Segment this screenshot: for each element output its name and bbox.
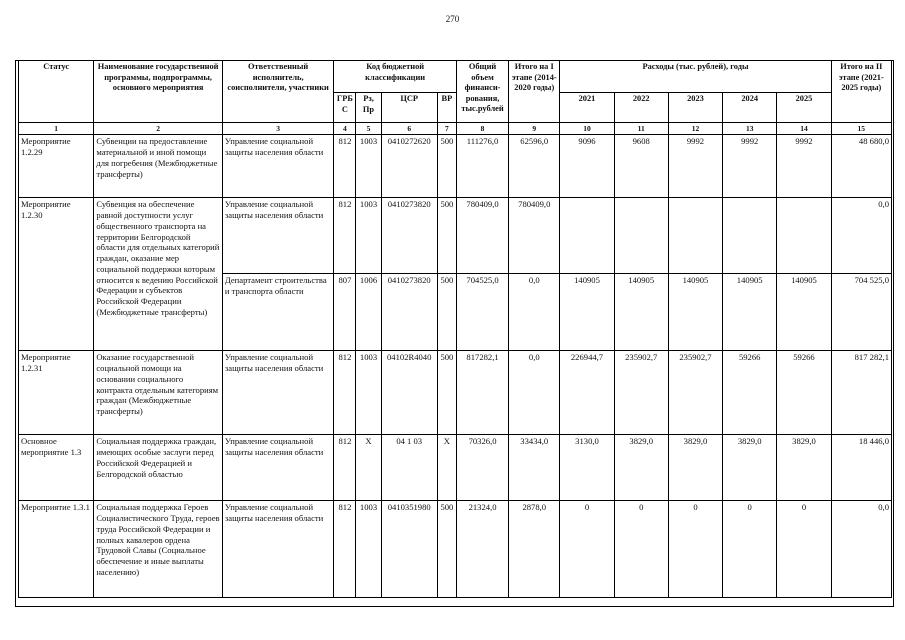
row-responsible: Управление социальной защиты населения области: [222, 501, 333, 598]
col-number: 14: [777, 123, 831, 135]
row-grbs: 812: [334, 351, 356, 435]
header-2022: 2022: [614, 93, 668, 123]
col-number: 1: [19, 123, 94, 135]
table-row: [19, 435, 892, 501]
col-number: 3: [222, 123, 333, 135]
col-number: 15: [831, 123, 891, 135]
row-status: Мероприятие 1.3.1: [19, 501, 94, 598]
header-status: Статус: [19, 61, 94, 123]
row-2022: 9608: [614, 135, 668, 198]
col-number: 9: [509, 123, 560, 135]
row-total: 704525,0: [456, 274, 508, 351]
row-rzpr: X: [356, 435, 381, 501]
header-2023: 2023: [668, 93, 722, 123]
header-grbs: ГРБ С: [334, 93, 356, 123]
row-name: Социальная поддержка граждан, имеющих особые заслуги перед Российской Федерацией и Белгородской областью: [94, 435, 223, 501]
row-rzpr: 1003: [356, 135, 381, 198]
row-stage1: 0,0: [509, 274, 560, 351]
page-number: 270: [445, 14, 460, 24]
row-2023: 0: [668, 501, 722, 598]
row-vr: 500: [437, 501, 456, 598]
row-stage1: 780409,0: [509, 198, 560, 274]
row-2021: 140905: [560, 274, 614, 351]
row-2023: 140905: [668, 274, 722, 351]
header-stage1: Итого на I этапе (2014-2020 годы): [509, 61, 560, 123]
row-name: Субвенции на предоставление материальной и иной помощи для погребения (Межбюджетные трансферты): [94, 135, 223, 198]
row-2021: 0: [560, 501, 614, 598]
row-2024: 3829,0: [723, 435, 777, 501]
row-status: Мероприятие 1.2.29: [19, 135, 94, 198]
row-2025: 140905: [777, 274, 831, 351]
col-number: 8: [456, 123, 508, 135]
row-stage2: 18 446,0: [831, 435, 891, 501]
row-vr: 500: [437, 135, 456, 198]
row-responsible: Управление социальной защиты населения области: [222, 435, 333, 501]
header-2021: 2021: [560, 93, 614, 123]
row-grbs: 812: [334, 135, 356, 198]
row-2024: 140905: [723, 274, 777, 351]
col-number: 4: [334, 123, 356, 135]
col-number: 10: [560, 123, 614, 135]
row-2024: 0: [723, 501, 777, 598]
row-2025: 59266: [777, 351, 831, 435]
col-number: 2: [94, 123, 223, 135]
row-total: 21324,0: [456, 501, 508, 598]
row-responsible: Управление социальной защиты населения области: [222, 351, 333, 435]
row-2022: 3829,0: [614, 435, 668, 501]
row-grbs: 807: [334, 274, 356, 351]
row-responsible: Управление социальной защиты населения области: [222, 135, 333, 198]
row-2021: 9096: [560, 135, 614, 198]
header-csr: ЦСР: [381, 93, 437, 123]
row-name: Оказание государственной социальной помощи на основании социального контракта отдельным категориям граждан (Межбюджетные трансферты): [94, 351, 223, 435]
row-vr: 500: [437, 198, 456, 274]
row-stage1: 2878,0: [509, 501, 560, 598]
row-responsible: Управление социальной защиты населения области: [222, 198, 333, 274]
row-2022: [614, 198, 668, 274]
header-name: Наименование государственной программы, подпрограммы, основного мероприятия: [94, 61, 223, 123]
row-csr: 0410273820: [381, 198, 437, 274]
row-responsible: Департамент строительства и транспорта области: [222, 274, 333, 351]
row-csr: 04 1 03: [381, 435, 437, 501]
row-grbs: 812: [334, 501, 356, 598]
header-stage2: Итого на II этапе (2021-2025 годы): [831, 61, 891, 123]
header-2024: 2024: [723, 93, 777, 123]
row-rzpr: 1006: [356, 274, 381, 351]
row-status: Основное мероприятие 1.3: [19, 435, 94, 501]
header-vr: ВР: [437, 93, 456, 123]
column-numbers-row: [19, 123, 892, 135]
row-total: 780409,0: [456, 198, 508, 274]
header-2025: 2025: [777, 93, 831, 123]
row-grbs: 812: [334, 435, 356, 501]
col-number: 6: [381, 123, 437, 135]
budget-table: [18, 60, 892, 598]
row-2022: 140905: [614, 274, 668, 351]
row-vr: 500: [437, 274, 456, 351]
row-2023: 9992: [668, 135, 722, 198]
col-number: 11: [614, 123, 668, 135]
row-stage1: 33434,0: [509, 435, 560, 501]
row-2025: 3829,0: [777, 435, 831, 501]
row-total: 817282,1: [456, 351, 508, 435]
row-total: 111276,0: [456, 135, 508, 198]
row-name: Социальная поддержка Героев Социалистического Труда, героев труда Российской Федерации и полных кавалеров ордена Трудовой Славы (Социальное обеспечение и иные выплаты населению): [94, 501, 223, 598]
row-stage2: 0,0: [831, 501, 891, 598]
header-rzpr: Рз, Пр: [356, 93, 381, 123]
row-status: Мероприятие 1.2.31: [19, 351, 94, 435]
table-row: [19, 198, 892, 274]
row-2023: [668, 198, 722, 274]
row-2025: [777, 198, 831, 274]
row-total: 70326,0: [456, 435, 508, 501]
row-2025: 9992: [777, 135, 831, 198]
row-rzpr: 1003: [356, 198, 381, 274]
row-stage1: 62596,0: [509, 135, 560, 198]
table-row: [19, 501, 892, 598]
col-number: 12: [668, 123, 722, 135]
row-rzpr: 1003: [356, 351, 381, 435]
row-grbs: 812: [334, 198, 356, 274]
row-2021: [560, 198, 614, 274]
row-stage2: 0,0: [831, 198, 891, 274]
row-stage1: 0,0: [509, 351, 560, 435]
row-rzpr: 1003: [356, 501, 381, 598]
row-2024: 59266: [723, 351, 777, 435]
col-number: 7: [437, 123, 456, 135]
row-status: Мероприятие 1.2.30: [19, 198, 94, 351]
row-2024: [723, 198, 777, 274]
row-stage2: 48 680,0: [831, 135, 891, 198]
row-csr: 04102R4040: [381, 351, 437, 435]
row-2025: 0: [777, 501, 831, 598]
row-csr: 0410272620: [381, 135, 437, 198]
row-csr: 0410273820: [381, 274, 437, 351]
row-2023: 235902,7: [668, 351, 722, 435]
header-expenses: Расходы (тыс. рублей), годы: [560, 61, 831, 93]
row-2021: 3130,0: [560, 435, 614, 501]
row-csr: 0410351980: [381, 501, 437, 598]
header-budget-code: Код бюджетной классификации: [334, 61, 457, 93]
row-2024: 9992: [723, 135, 777, 198]
col-number: 13: [723, 123, 777, 135]
row-2022: 0: [614, 501, 668, 598]
row-vr: X: [437, 435, 456, 501]
row-stage2: 704 525,0: [831, 274, 891, 351]
header-total-volume: Общий объем финанси- рования, тыс.рублей: [456, 61, 508, 123]
table-row: [19, 351, 892, 435]
row-2023: 3829,0: [668, 435, 722, 501]
row-vr: 500: [437, 351, 456, 435]
row-2021: 226944,7: [560, 351, 614, 435]
row-stage2: 817 282,1: [831, 351, 891, 435]
table-row: [19, 135, 892, 198]
row-2022: 235902,7: [614, 351, 668, 435]
col-number: 5: [356, 123, 381, 135]
row-name: Субвенция на обеспечение равной доступности услуг общественного транспорта на территории Белгородской области для отдельных категорий граждан, оказание мер социальной поддержки которым относится к ведению Российской Федерации и субъектов Российской Федерации (Межбюджетные трансферты): [94, 198, 223, 351]
header-responsible: Ответственный исполнитель, соисполнители, участники: [222, 61, 333, 123]
